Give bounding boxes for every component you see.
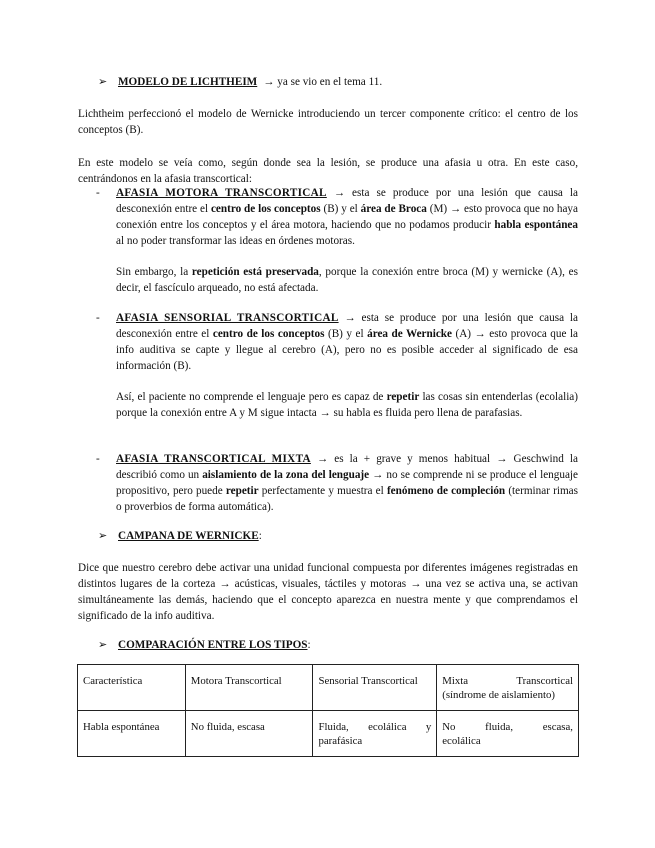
intro-paragraph: Lichtheim perfeccionó el modelo de Wernicke introduciendo un tercer componente crítico: el centro de los conceptos (B). <box>78 108 578 136</box>
arrowhead-bullet-icon: ➢ <box>98 639 108 651</box>
text-run: → es la + grave y menos habitual → Geschwind la describió como un <box>116 453 578 481</box>
campana-paragraph: Dice que nuestro cerebro debe activar una unidad funcional compuesta por diferentes imágenes registradas en distintos lugares de la corteza → acústicas, visuales, táctiles y motoras → una vez se activa una, se activan simultáneamente las demás, haciendo que el concepto aparezca en nuestra mente y que comprendamos el significado de la info auditiva. <box>78 562 578 622</box>
dash-bullet: - <box>96 187 100 199</box>
cell-line: ecolálica <box>442 735 481 747</box>
text-run: (terminar rimas o proverbios de forma automática). <box>116 485 578 513</box>
table-cell: Característica <box>78 665 186 711</box>
list-item-afasia-motora <box>96 185 578 249</box>
cell-word: No <box>442 721 456 733</box>
cell-line: (síndrome de aislamiento) <box>442 689 555 701</box>
table-cell <box>437 665 579 711</box>
text-run: (B) y el <box>324 328 368 340</box>
heading-modelo-lichtheim <box>98 74 382 90</box>
item-title: AFASIA SENSORIAL TRANSCORTICAL <box>116 312 339 324</box>
table-cell <box>313 711 437 757</box>
heading-suffix: : <box>258 530 262 542</box>
heading-campana-wernicke <box>98 528 262 544</box>
text-run: (M) → esto provoca que no haya conexión entre los conceptos y el área motora, haciendo que no podamos producir <box>116 203 578 231</box>
context-paragraph: En este modelo se veía como, según donde sea la lesión, se produce una afasia u otra. En este caso, centrándonos en la afasia transcortical: <box>78 157 578 185</box>
table-cell: Sensorial Transcortical <box>313 665 437 711</box>
bold-term: aislamiento de la zona del lenguaje <box>202 469 370 481</box>
text-run: → esta se produce por una lesión que causa la desconexión entre el <box>116 312 578 340</box>
table-cell: Motora Transcortical <box>185 665 313 711</box>
comparison-table <box>77 664 579 757</box>
bold-term: área de Wernicke <box>367 328 452 340</box>
cell-word: Transcortical <box>516 675 573 687</box>
cell-word: ecolálica <box>368 721 407 733</box>
list-item-afasia-sensorial <box>96 310 578 374</box>
bold-term: repetición está preservada <box>191 266 319 278</box>
bold-term: centro de los conceptos <box>212 328 325 340</box>
motora-subparagraph <box>116 264 578 296</box>
cell-line <box>318 720 431 734</box>
bold-term: centro de los conceptos <box>210 203 321 215</box>
list-item-body <box>116 310 578 374</box>
heading-title: COMPARACIÓN ENTRE LOS TIPOS <box>118 639 308 651</box>
item-title: AFASIA TRANSCORTICAL MIXTA <box>116 453 311 465</box>
cell-word: Fluida, <box>318 721 349 733</box>
text-run: Sin embargo, la <box>116 266 192 278</box>
text-run: (B) y el <box>320 203 361 215</box>
bold-term: área de Broca <box>360 203 427 215</box>
bold-term: fenómeno de compleción <box>386 485 506 497</box>
bold-term: repetir <box>386 391 420 403</box>
heading-suffix: : <box>307 639 311 651</box>
sensorial-subparagraph <box>116 389 578 421</box>
arrowhead-bullet-icon: ➢ <box>98 530 108 542</box>
table-cell: No fluida, escasa <box>185 711 313 757</box>
table-cell <box>437 711 579 757</box>
text-run: → no se comprende ni se produce el lenguaje propositivo, pero puede <box>116 469 578 497</box>
list-item-body <box>116 185 578 249</box>
cell-word: fluida, <box>485 721 514 733</box>
list-item-body <box>116 451 578 515</box>
table-row <box>78 711 579 757</box>
bold-term: habla espontánea <box>494 219 578 231</box>
table-header-row <box>78 665 579 711</box>
cell-line: parafásica <box>318 735 363 747</box>
cell-word: Mixta <box>442 675 469 687</box>
list-item-afasia-mixta <box>96 451 578 515</box>
heading-comparacion <box>98 637 311 653</box>
cell-word: y <box>425 721 432 733</box>
arrowhead-bullet-icon: ➢ <box>98 76 108 88</box>
text-run: , porque la conexión entre broca (M) y wernicke (A), es decir, el fascículo arqueado, no está afectada. <box>116 266 578 294</box>
cell-line <box>442 674 573 688</box>
text-run: perfectamente y muestra el <box>258 485 387 497</box>
text-run: (A) → esto provoca que la info auditiva se capte y llegue al cerebro (A), pero no es posible acceder al significado de esa información (B). <box>116 328 579 372</box>
text-run: las cosas sin entenderlas (ecolalia) porque la conexión entre A y M sigue intacta → su habla es fluida pero llena de parafasias. <box>116 391 578 419</box>
table-cell: Habla espontánea <box>78 711 186 757</box>
heading-title: MODELO DE LICHTHEIM <box>118 76 258 88</box>
bold-term: repetir <box>225 485 259 497</box>
dash-bullet: - <box>96 453 100 465</box>
cell-line <box>442 720 573 734</box>
heading-suffix: → ya se vio en el tema 11. <box>263 76 383 88</box>
item-title: AFASIA MOTORA TRANSCORTICAL <box>116 187 327 199</box>
cell-word: escasa, <box>542 721 573 733</box>
dash-bullet: - <box>96 312 100 324</box>
heading-title: CAMPANA DE WERNICKE <box>118 530 259 542</box>
text-run: → esta se produce por una lesión que causa la desconexión entre el <box>116 187 579 215</box>
text-run: al no poder transformar las ideas en órdenes motoras. <box>116 235 355 247</box>
text-run: Así, el paciente no comprende el lenguaje pero es capaz de <box>116 391 387 403</box>
